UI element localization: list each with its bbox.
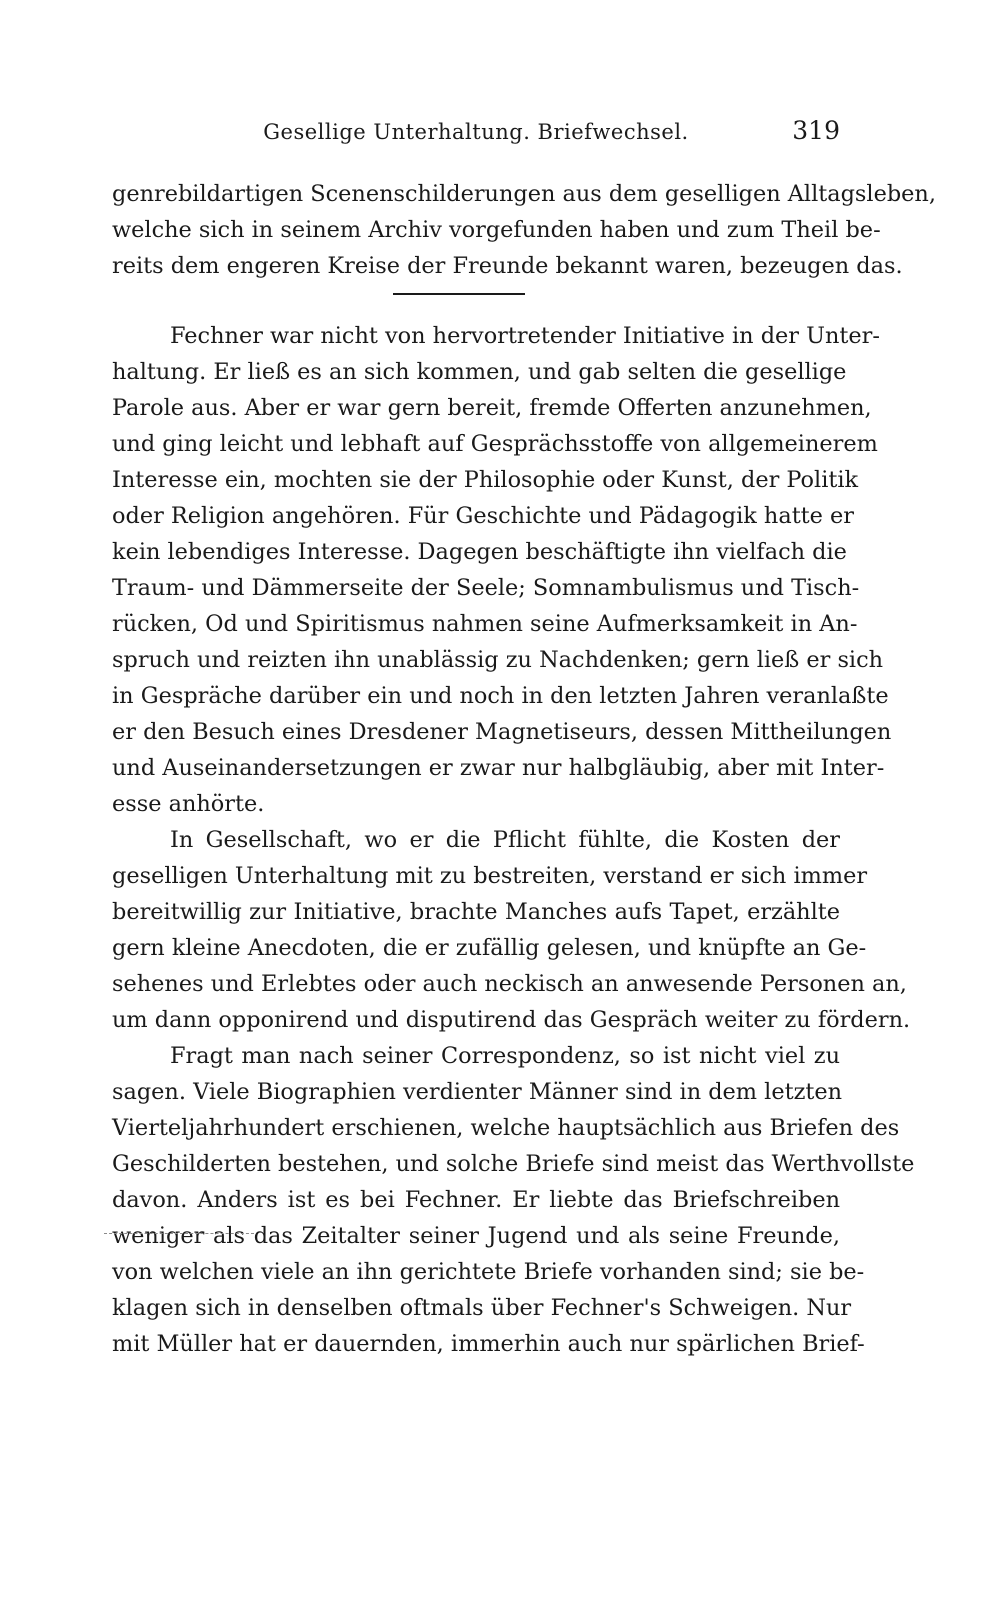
text-line: geselligen Unterhaltung mit zu bestreiten, verstand er sich immer [112, 863, 868, 889]
text-line: oder Religion angehören. Für Geschichte und Pädagogik hatte er [112, 503, 855, 529]
paragraph-continuation [112, 176, 936, 284]
text-line: von welchen viele an ihn gerichtete Briefe vorhanden sind; sie be- [112, 1259, 865, 1285]
text-line: gern kleine Anecdoten, die er zufällig gelesen, und knüpfte an Ge- [112, 935, 867, 961]
text-line: rücken, Od und Spiritismus nahmen seine Aufmerksamkeit in An- [112, 611, 858, 637]
text-line: Geschilderten bestehen, und solche Briefe sind meist das Werthvollste [112, 1151, 915, 1177]
section-divider [393, 293, 525, 295]
page-number: 319 [792, 116, 840, 145]
running-title: Gesellige Unterhaltung. Briefwechsel. [263, 120, 689, 144]
text-line: Fragt man nach seiner Correspondenz, so ist nicht viel zu [170, 1043, 840, 1069]
text-line: klagen sich in denselben oftmals über Fechner's Schweigen. Nur [112, 1295, 852, 1321]
text-line: mit Müller hat er dauernden, immerhin auch nur spärlichen Brief- [112, 1331, 865, 1357]
text-line: esse anhörte. [112, 791, 265, 817]
text-line: und ging leicht und lebhaft auf Gesprächsstoffe von allgemeinerem [112, 431, 878, 457]
text-line: haltung. Er ließ es an sich kommen, und gab selten die gesellige [112, 359, 847, 385]
text-line: er den Besuch eines Dresdener Magnetiseurs, dessen Mittheilungen [112, 719, 892, 745]
text-line: weniger als das Zeitalter seiner Jugend und als seine Freunde, [112, 1223, 840, 1249]
text-line: Parole aus. Aber er war gern bereit, fremde Offerten anzunehmen, [112, 395, 872, 421]
pencil-underline-mark [104, 1233, 254, 1234]
text-line: In Gesellschaft, wo er die Pflicht fühlte, die Kosten der [170, 827, 840, 853]
text-line: welche sich in seinem Archiv vorgefunden haben und zum Theil be- [112, 217, 881, 243]
text-line: spruch und reizten ihn unablässig zu Nachdenken; gern ließ er sich [112, 647, 884, 673]
text-line: in Gespräche darüber ein und noch in den letzten Jahren veranlaßte [112, 683, 889, 709]
text-line: Interesse ein, mochten sie der Philosophie oder Kunst, der Politik [112, 467, 859, 493]
text-line: und Auseinandersetzungen er zwar nur halbgläubig, aber mit Inter- [112, 755, 885, 781]
running-header [112, 116, 840, 160]
text-line: bereitwillig zur Initiative, brachte Manches aufs Tapet, erzählte [112, 899, 840, 925]
text-line: Traum- und Dämmerseite der Seele; Somnambulismus und Tisch- [112, 575, 860, 601]
text-line: reits dem engeren Kreise der Freunde bekannt waren, bezeugen das. [112, 253, 903, 279]
text-line: kein lebendiges Interesse. Dagegen beschäftigte ihn vielfach die [112, 539, 847, 565]
main-text [112, 318, 915, 1362]
text-line: Fechner war nicht von hervortretender Initiative in der Unter- [170, 323, 880, 349]
text-line: Vierteljahrhundert erschienen, welche hauptsächlich aus Briefen des [112, 1115, 900, 1141]
text-line: um dann opponirend und disputirend das Gespräch weiter zu fördern. [112, 1007, 911, 1033]
text-line: sehenes und Erlebtes oder auch neckisch an anwesende Personen an, [112, 971, 907, 997]
text-line: genrebildartigen Scenenschilderungen aus dem geselligen Alltagsleben, [112, 181, 936, 207]
text-line: sagen. Viele Biographien verdienter Männer sind in dem letzten [112, 1079, 843, 1105]
text-line: davon. Anders ist es bei Fechner. Er liebte das Briefschreiben [112, 1187, 840, 1213]
